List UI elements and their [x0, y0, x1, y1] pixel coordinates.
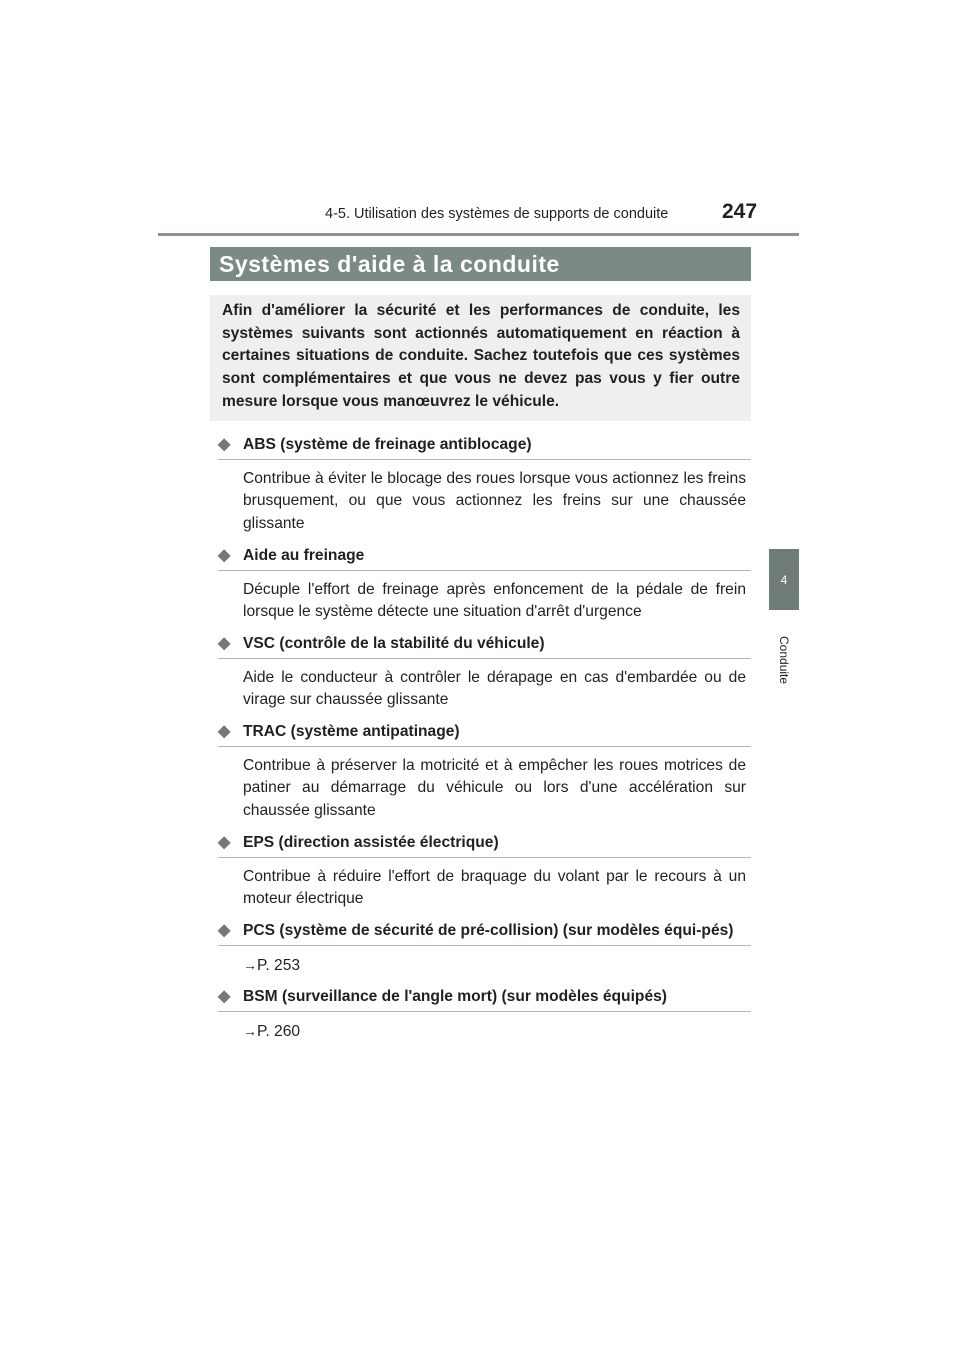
- chapter-number: 4: [780, 572, 788, 587]
- arrow-right-icon: →: [243, 956, 257, 973]
- item-description: Aide le conducteur à contrôler le dérapage en cas d'embardée ou de virage sur chaussée glissante: [243, 668, 746, 709]
- item-reference[interactable]: [243, 954, 746, 978]
- running-header-section: 4-5. Utilisation des systèmes de supports de conduite: [325, 206, 669, 222]
- list-item-heading: [218, 920, 751, 946]
- item-heading-text: PCS (système de sécurité de pré-collision) (sur modèles équi-pés): [243, 921, 734, 939]
- item-reference[interactable]: [243, 1020, 746, 1044]
- arrow-right-icon: →: [243, 1023, 257, 1040]
- diamond-icon: ◆: [218, 833, 231, 851]
- chapter-tab: [769, 549, 799, 610]
- diamond-icon: ◆: [218, 921, 231, 939]
- intro-box: [210, 295, 751, 421]
- item-description: Contribue à éviter le blocage des roues lorsque vous actionnez les freins brusquement, ou que vous actionnez les freins sur une chaussée glissante: [243, 469, 746, 533]
- list-item-heading: [218, 721, 751, 747]
- item-heading-text: Aide au freinage: [243, 546, 365, 564]
- diamond-icon: ◆: [218, 546, 231, 564]
- diamond-icon: ◆: [218, 723, 231, 741]
- diamond-icon: ◆: [218, 436, 231, 453]
- diamond-icon: ◆: [218, 988, 231, 1006]
- feature-list: [218, 434, 751, 1044]
- list-item-heading: [218, 633, 751, 659]
- item-heading-text: VSC (contrôle de la stabilité du véhicule): [243, 634, 545, 652]
- list-item-heading: [218, 832, 751, 858]
- item-heading-text: BSM (surveillance de l'angle mort) (sur modèles équipés): [243, 988, 667, 1006]
- item-heading-text: EPS (direction assistée électrique): [243, 833, 499, 851]
- item-heading-text: ABS (système de freinage antiblocage): [243, 436, 532, 453]
- page-reference[interactable]: P. 260: [257, 1023, 301, 1041]
- diamond-icon: ◆: [218, 634, 231, 652]
- chapter-label: Conduite: [777, 636, 791, 685]
- item-description: Décuple l'effort de freinage après enfoncement de la pédale de frein lorsque le système détecte une situation d'arrêt d'urgence: [243, 580, 746, 621]
- page-number: 247: [722, 200, 758, 223]
- item-description: Contribue à préserver la motricité et à empêcher les roues motrices de patiner au démarrage du véhicule ou lors d'une accélération sur chaussée glissante: [243, 756, 746, 820]
- list-item-heading: [218, 545, 751, 571]
- list-item-heading: [218, 434, 751, 460]
- intro-text: Afin d'améliorer la sécurité et les performances de conduite, les systèmes suivants sont actionnés automatiquement en réaction à certaines situations de conduite. Sachez toutefois que ces systèmes sont complémentaires et que vous ne devez pas vous y fier outre mesure lorsque vous manœuvrez le véhicule.: [222, 302, 740, 410]
- list-item-heading: [218, 986, 751, 1012]
- header-divider: [158, 233, 799, 236]
- item-description: Contribue à réduire l'effort de braquage du volant par le recours à un moteur électrique: [243, 867, 746, 908]
- item-heading-text: TRAC (système antipatinage): [243, 723, 460, 741]
- page-reference[interactable]: P. 253: [257, 956, 301, 974]
- section-title: Systèmes d'aide à la conduite: [210, 247, 751, 281]
